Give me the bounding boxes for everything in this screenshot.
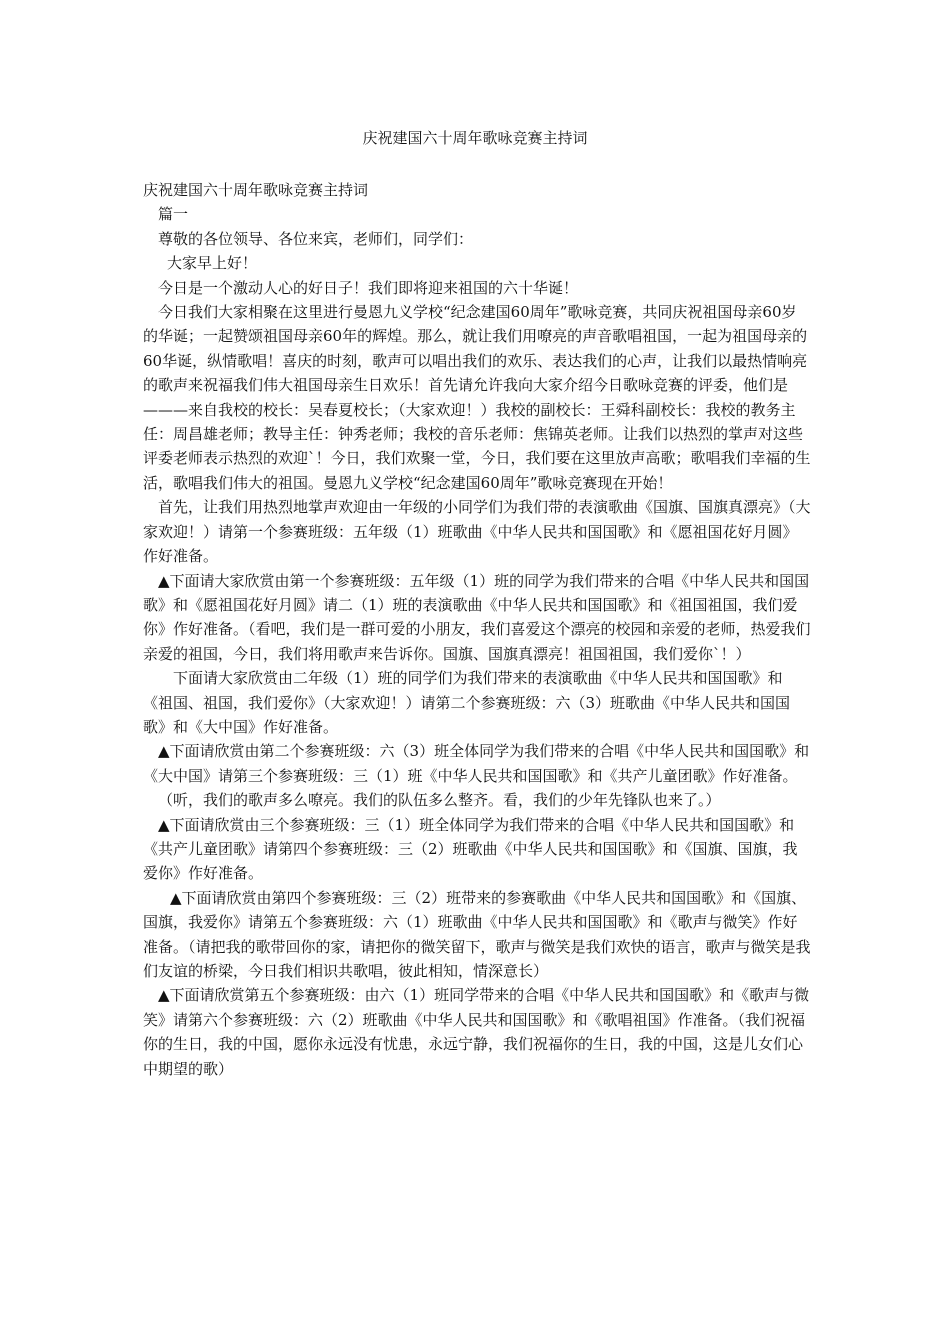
body-paragraph: ▲下面请欣赏由第四个参赛班级：三（2）班带来的参赛歌曲《中华人民共和国国歌》和《国旗、国旗，我爱你》请第五个参赛班级：六（1）班歌曲《中华人民共和国国歌》和《歌声与微笑》作好准备。（请把我的歌带回你的家，请把你的微笑留下，歌声与微笑是我们欢快的语言，歌声与微笑是我们友谊的桥梁，今日我们相识共歌唱，彼此相知，情深意长）: [143, 888, 811, 980]
body-paragraph: 首先，让我们用热烈地掌声欢迎由一年级的小同学们为我们带的表演歌曲《国旗、国旗真漂亮》（大家欢迎！）请第一个参赛班级：五年级（1）班歌曲《中华人民共和国国歌》和《愿祖国花好月圆》作好准备。: [143, 498, 811, 566]
document-title: 庆祝建国六十周年歌咏竞赛主持词: [362, 129, 588, 147]
body-paragraph: ▲下面请大家欣赏由第一个参赛班级：五年级（1）班的同学为我们带来的合唱《中华人民共和国国歌》和《愿祖国花好月圆》请二（1）班的表演歌曲《中华人民共和国国歌》和《祖国祖国，我们爱你》作好准备。（看吧，我们是一群可爱的小朋友，我们喜爱这个漂亮的校园和亲爱的老师，热爱我们亲爱的祖国，今日，我们将用歌声来告诉你。国旗、国旗真漂亮！祖国祖国，我们爱你`！）: [143, 571, 811, 663]
body-paragraph: 尊敬的各位领导、各位来宾，老师们，同学们：: [158, 229, 474, 248]
body-paragraph: （听，我们的歌声多么嘹亮。我们的队伍多么整齐。看，我们的少年先锋队也来了。）: [158, 791, 721, 810]
body-paragraph: 下面请大家欣赏由二年级（1）班的同学们为我们带来的表演歌曲《中华人民共和国国歌》和《祖国、祖国，我们爱你》（大家欢迎！）请第二个参赛班级：六（3）班歌曲《中华人民共和国国歌》和《大中国》作好准备。: [143, 669, 791, 736]
body-paragraph: 篇一: [158, 205, 189, 224]
document-body: [143, 178, 811, 1081]
body-paragraph: ▲下面请欣赏由三个参赛班级：三（1）班全体同学为我们带来的合唱《中华人民共和国国歌》和《共产儿童团歌》请第四个参赛班级：三（2）班歌曲《中华人民共和国国歌》和《国旗、国旗，我爱你》作好准备。: [143, 815, 798, 883]
body-paragraph: ▲下面请欣赏由第二个参赛班级：六（3）班全体同学为我们带来的合唱《中华人民共和国国歌》和《大中国》请第三个参赛班级：三（1）班《中华人民共和国国歌》和《共产儿童团歌》作好准备。: [143, 742, 810, 785]
body-paragraph: ▲下面请欣赏第五个参赛班级：由六（1）班同学带来的合唱《中华人民共和国国歌》和《歌声与微笑》请第六个参赛班级：六（2）班歌曲《中华人民共和国国歌》和《歌唱祖国》作准备。（我们祝福你的生日，我的中国，愿你永远没有忧患，永远宁静，我们祝福你的生日，我的中国，这是儿女们心中期望的歌）: [143, 986, 810, 1078]
body-paragraph: 庆祝建国六十周年歌咏竞赛主持词: [143, 181, 369, 199]
body-paragraph: 今日是一个激动人心的好日子！我们即将迎来祖国的六十华诞！: [158, 278, 579, 297]
body-paragraph: 今日我们大家相聚在这里进行曼恩九义学校“纪念建国60周年”歌咏竞赛，共同庆祝祖国母亲60岁的华诞；一起赞颂祖国母亲60年的辉煌。那么，就让我们用嘹亮的声音歌唱祖国，一起为祖国母亲的60华诞，纵情歌唱！喜庆的时刻，歌声可以唱出我们的欢乐、表达我们的心声，让我们以最热情响亮的歌声来祝福我们伟大祖国母亲生日欢乐！首先请允许我向大家介绍今日歌咏竞赛的评委，他们是———来自我校的校长：吴春夏校长；（大家欢迎！）我校的副校长：王舜科副校长：我校的教务主任：周昌雄老师；教导主任：钟秀老师；我校的音乐老师：焦锦英老师。让我们以热烈的掌声对这些评委老师表示热烈的欢迎`！今日，我们欢聚一堂，今日，我们要在这里放声高歌；歌唱我们幸福的生活，歌唱我们伟大的祖国。曼恩九义学校“纪念建国60周年”歌咏竞赛现在开始！: [143, 303, 811, 492]
body-paragraph: 大家早上好！: [167, 254, 258, 273]
